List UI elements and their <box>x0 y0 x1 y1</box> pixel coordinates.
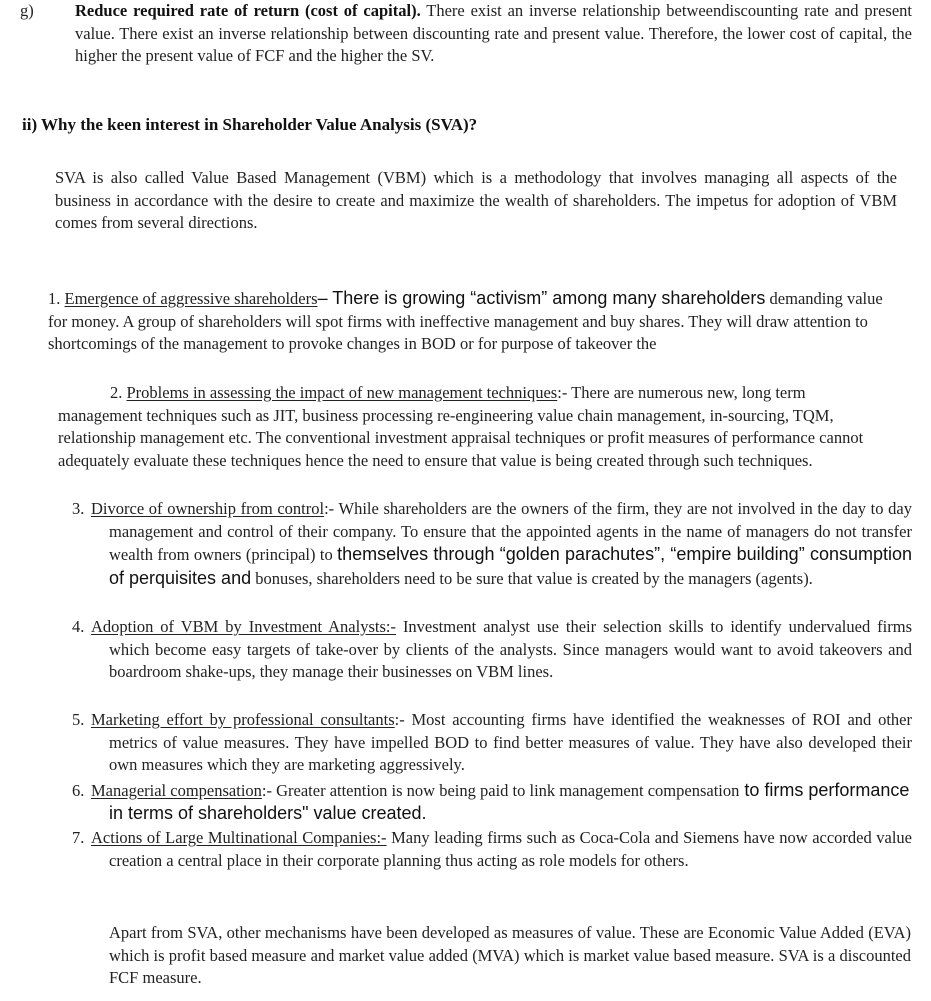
item-g <box>20 0 912 68</box>
point-6-number: 6. <box>72 781 85 800</box>
point-4-number: 4. <box>72 617 85 636</box>
item-g-heading: Reduce required rate of return (cost of capital). <box>75 1 421 20</box>
item-g-body: There exist an inverse relationship betweendiscounting rate and present value. There exist an inverse relationship between discounting rate and present value. Therefore, the lower cost of capital, the higher the present value of FCF and the higher the SV. <box>75 1 913 66</box>
point-2-paragraph <box>58 382 890 472</box>
point-4 <box>72 616 912 684</box>
point-5 <box>72 709 912 777</box>
point-7-number: 7. <box>72 828 85 847</box>
point-3-body: :- While shareholders are the owners of the firm, they are not involved in the day to day management and control of their company. To ensure that the appointed agents in the name of managers do not transfer wealth from owners (principal) to <box>109 499 912 565</box>
point-4-body: Investment analyst use their selection skills to identify undervalued firms which become easy targets of take-over by clients of the analysts. Since managers would want to avoid takeovers and boardroom shake-ups, they manage their businesses on VBM lines. <box>109 617 912 682</box>
point-2-title: Problems in assessing the impact of new management techniques <box>126 383 558 402</box>
point-3 <box>72 498 912 590</box>
point-1-number: 1. <box>48 289 61 308</box>
point-7-paragraph <box>91 827 912 872</box>
closing-paragraph: Apart from SVA, other mechanisms have been developed as measures of value. These are Economic Value Added (EVA) which is profit based measure and market value added (MVA) which is market value based measure. SVA is a discounted FCF measure. <box>109 923 911 988</box>
item-g-letter: g) <box>20 1 34 20</box>
point-6-body: :- Greater attention is now being paid to link management compensation <box>261 781 740 800</box>
point-1-paragraph <box>48 287 900 356</box>
point-3-number: 3. <box>72 499 85 518</box>
point-1-sans: – There is growing “activism” among many shareholders <box>317 288 766 308</box>
point-1 <box>48 287 900 356</box>
point-7-title: Actions of Large Multinational Companies:- <box>91 828 387 847</box>
point-7 <box>72 827 912 872</box>
point-5-title: Marketing effort by professional consultants <box>91 710 395 729</box>
point-3-title: Divorce of ownership from control <box>91 499 325 518</box>
point-2-body: :- There are numerous new, long term management techniques such as JIT, business processing re-engineering value chain management, in-sourcing, TQM, relationship management etc. The conventional investment appraisal techniques or profit measures of performance cannot adequately evaluate these techniques hence the need to ensure that value is being created through such techniques. <box>58 383 864 470</box>
point-2-number: 2. <box>110 383 123 402</box>
point-1-body: demanding value for money. A group of shareholders will spot firms with ineffective management and buy shares. They will draw attention to shortcomings of the management to provoke changes in BOD or for purpose of takeover the <box>48 289 883 354</box>
point-3-body-end: bonuses, shareholders need to be sure that value is created by the managers (agents). <box>251 568 813 588</box>
section-ii-intro: SVA is also called Value Based Management (VBM) which is a methodology that involves managing all aspects of the business in accordance with the desire to create and maximize the wealth of shareholders. The impetus for adoption of VBM comes from several directions. <box>55 168 897 233</box>
section-ii-heading: ii) Why the keen interest in Shareholder Value Analysis (SVA)? <box>22 115 478 134</box>
point-6-sans: to firms performance in terms of shareholders" value created. <box>109 780 910 823</box>
point-5-paragraph <box>91 709 912 777</box>
point-6-paragraph <box>91 780 912 825</box>
point-7-body: Many leading firms such as Coca-Cola and Siemens have now accorded value creation a central place in their corporate planning thus acting as role models for others. <box>109 828 912 870</box>
point-1-title: Emergence of aggressive shareholders <box>64 289 318 308</box>
point-5-body: :- Most accounting firms have identified the weaknesses of ROI and other metrics of value measures. They have impelled BOD to find better measures of value. They have also developed their own measures which they are marketing aggressively. <box>109 710 912 775</box>
point-6-title: Managerial compensation <box>91 781 262 800</box>
point-4-paragraph <box>91 616 912 684</box>
point-6 <box>72 780 912 825</box>
point-3-paragraph <box>91 498 913 590</box>
item-g-paragraph <box>75 0 912 68</box>
point-5-number: 5. <box>72 710 85 729</box>
point-2 <box>58 382 890 472</box>
point-3-sans: themselves through “golden parachutes”, “empire building” consumption of perquisites and <box>109 544 913 588</box>
point-4-title: Adoption of VBM by Investment Analysts:- <box>91 617 396 636</box>
